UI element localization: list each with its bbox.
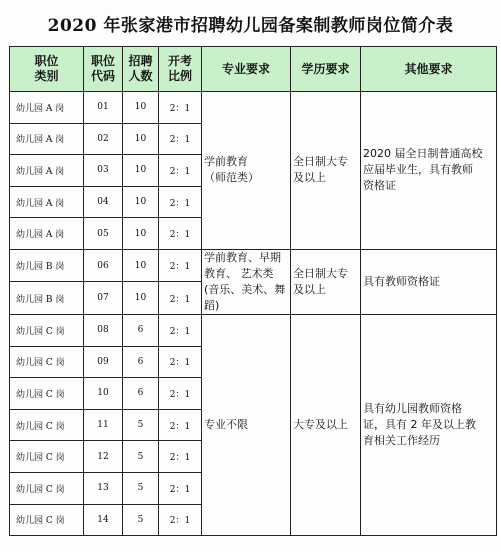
- header-ratio-label: 开考 比例: [167, 54, 192, 83]
- cell-code: 02: [84, 123, 123, 155]
- cell-category: 幼儿园 C 岗: [10, 472, 84, 504]
- cell-code: 03: [84, 155, 123, 187]
- cell-count: 6: [123, 378, 159, 410]
- cell-count: 10: [123, 123, 159, 155]
- cell-category: 幼儿园 C 岗: [10, 409, 84, 441]
- page-title: 2020 年张家港市招聘幼儿园备案制教师岗位简介表: [47, 15, 454, 36]
- cell-code: 13: [84, 472, 123, 504]
- header-code-label: 职位 代码: [90, 54, 115, 83]
- cell-code: 09: [84, 346, 123, 378]
- cell-code: 05: [84, 218, 123, 250]
- cell-ratio: 2：1: [159, 378, 202, 410]
- cell-category: 幼儿园 C 岗: [10, 314, 84, 346]
- table-row: [10, 314, 497, 346]
- cell-code: 06: [84, 249, 123, 282]
- cell-other-group-b: [361, 249, 497, 314]
- cell-ratio: 2：1: [159, 123, 202, 155]
- position-table: [9, 46, 497, 536]
- cell-category: 幼儿园 A 岗: [10, 218, 84, 250]
- cell-code: 14: [84, 504, 123, 536]
- cell-ratio: 2：1: [159, 472, 202, 504]
- cell-count: 5: [123, 472, 159, 504]
- cell-code: 04: [84, 186, 123, 218]
- education-group-a-text: 全日制大专 及以上: [293, 155, 348, 185]
- cell-ratio: 2：1: [159, 409, 202, 441]
- header-category-label: 职位 类别: [34, 54, 59, 83]
- cell-category: 幼儿园 A 岗: [10, 186, 84, 218]
- header-count: [123, 47, 159, 92]
- header-major: 专业要求: [202, 47, 291, 92]
- cell-other-group-a: [361, 92, 497, 250]
- cell-count: 6: [123, 314, 159, 346]
- cell-ratio: 2：1: [159, 504, 202, 536]
- cell-major-group-c: [202, 314, 291, 535]
- cell-code: 11: [84, 409, 123, 441]
- cell-count: 10: [123, 155, 159, 187]
- education-group-c-text: 大专及以上: [293, 418, 348, 432]
- cell-ratio: 2：1: [159, 92, 202, 124]
- cell-education-group-a: [291, 92, 361, 250]
- header-education: 学历要求: [291, 47, 361, 92]
- major-group-c-text: 专业不限: [204, 418, 248, 432]
- cell-count: 10: [123, 92, 159, 124]
- cell-category: 幼儿园 A 岗: [10, 92, 84, 124]
- cell-category: 幼儿园 C 岗: [10, 346, 84, 378]
- cell-education-group-b: [291, 249, 361, 314]
- cell-category: 幼儿园 C 岗: [10, 504, 84, 536]
- cell-ratio: 2：1: [159, 249, 202, 282]
- cell-count: 10: [123, 218, 159, 250]
- cell-major-group-a: [202, 92, 291, 250]
- table-row: [10, 249, 497, 282]
- cell-count: 10: [123, 249, 159, 282]
- cell-category: 幼儿园 C 岗: [10, 378, 84, 410]
- cell-ratio: 2：1: [159, 218, 202, 250]
- cell-ratio: 2：1: [159, 282, 202, 315]
- cell-code: 10: [84, 378, 123, 410]
- header-code: [84, 47, 123, 92]
- header-ratio: [159, 47, 202, 92]
- cell-count: 10: [123, 282, 159, 315]
- cell-ratio: 2：1: [159, 346, 202, 378]
- cell-category: 幼儿园 A 岗: [10, 155, 84, 187]
- cell-category: 幼儿园 C 岗: [10, 441, 84, 473]
- cell-other-group-c: [361, 314, 497, 535]
- cell-code: 07: [84, 282, 123, 315]
- major-group-a-text: 学前教育 （师范类）: [204, 155, 259, 185]
- cell-category: 幼儿园 A 岗: [10, 123, 84, 155]
- header-count-label: 招聘 人数: [128, 54, 153, 83]
- cell-count: 5: [123, 409, 159, 441]
- cell-count: 6: [123, 346, 159, 378]
- cell-category: 幼儿园 B 岗: [10, 249, 84, 282]
- cell-count: 5: [123, 504, 159, 536]
- cell-count: 5: [123, 441, 159, 473]
- table-row: [10, 92, 497, 124]
- cell-code: 08: [84, 314, 123, 346]
- table-header-row: [10, 47, 497, 92]
- cell-ratio: 2：1: [159, 186, 202, 218]
- other-group-c-text: 具有幼儿园教师资格 证，具有 2 年及以上教 育相关工作经历: [363, 402, 476, 448]
- other-group-b-text: 具有教师资格证: [363, 274, 440, 288]
- cell-code: 01: [84, 92, 123, 124]
- cell-ratio: 2：1: [159, 155, 202, 187]
- cell-category: 幼儿园 B 岗: [10, 282, 84, 315]
- cell-code: 12: [84, 441, 123, 473]
- major-group-b-text: 学前教育、早期 教育、 艺术类 (音乐、美术、舞 蹈): [204, 250, 286, 312]
- header-other: 其他要求: [361, 47, 497, 92]
- education-group-b-text: 全日制大专 及以上: [293, 266, 348, 296]
- cell-count: 10: [123, 186, 159, 218]
- cell-major-group-b: [202, 249, 291, 314]
- other-group-a-text: 2020 届全日制普通高校 应届毕业生，具有教师 资格证: [363, 147, 483, 193]
- header-category: [10, 47, 84, 92]
- cell-ratio: 2：1: [159, 441, 202, 473]
- cell-ratio: 2：1: [159, 314, 202, 346]
- cell-education-group-c: [291, 314, 361, 535]
